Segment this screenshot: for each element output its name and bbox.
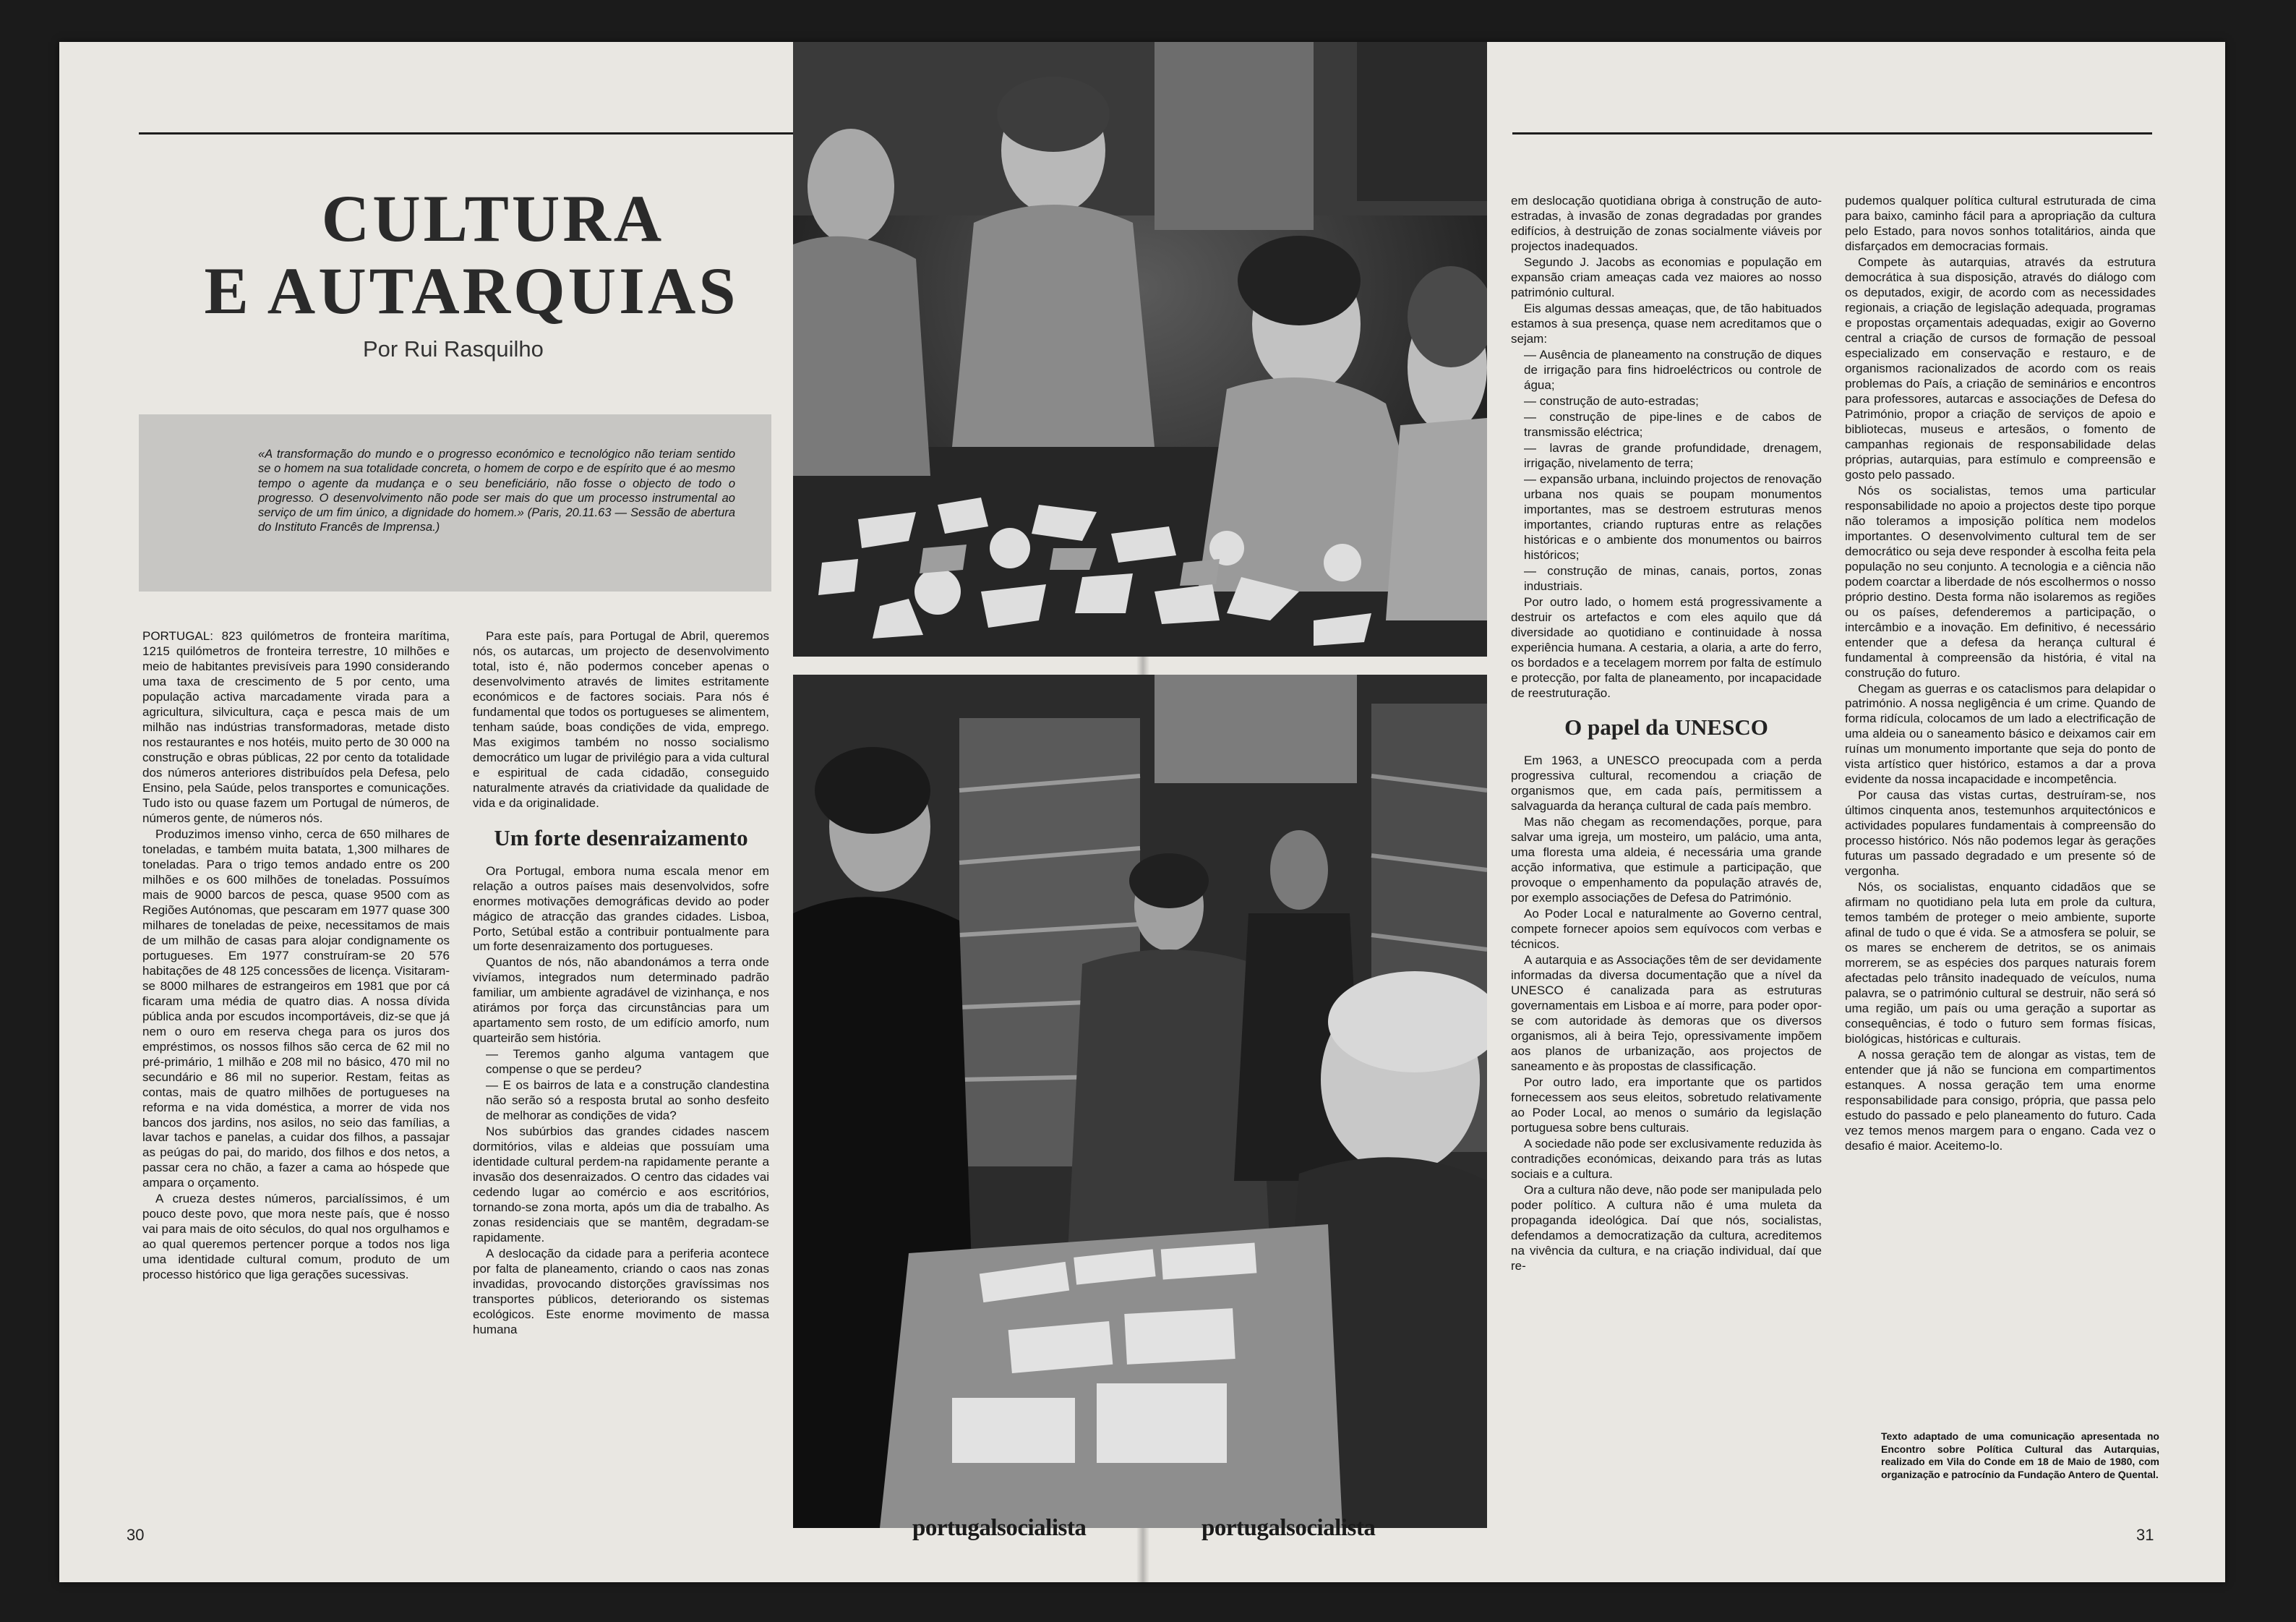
children-puzzle-image xyxy=(793,42,1487,657)
paragraph: Mas não chegam as recomendações, porque, para salvar uma igreja, um mosteiro, um palácio, uma anta, uma floresta uma aldeia, é necessária uma grande acção informativa, que estimule a participação, que provoque o empenhamento da população através de, por exemplo associações de Defesa do Património. xyxy=(1511,815,1822,905)
bookshop-photo xyxy=(793,675,1487,1528)
byline: Por Rui Rasquilho xyxy=(363,336,544,362)
paragraph: Por outro lado, o homem está progressivamente a destruir os artefactos e com eles aquilo que dá diversidade ao quotidiano e continuidade à nossa experiência humana. A cestaria, a olaria, a arte do ferro, os bordados e a tecelagem morrem por falta de estímulo e protecção, por falta de planeamento, por incapacidade de reestruturação. xyxy=(1511,594,1822,700)
paragraph: Quantos de nós, não abandonámos a terra onde vivíamos, integrados num determinado padrão familiar, um ambiente agradável de vizinhança, e nos atirámos por força das circunstâncias para um apartamento sem rosto, de um edifício amorfo, num quarteirão sem história. xyxy=(473,955,769,1046)
paragraph: A autarquia e as Associações têm de ser devidamente informadas da diversa documentação que a nível da UNESCO é canalizada para as estruturas governamentais em Lisboa e aí morre, para poder opor-se com autoridade às demoras que os diversos organismos, ali à beira Tejo, opressivamente impõem aos planos de urbanização, aos projectos de saneamento e às propostas de classificação. xyxy=(1511,953,1822,1073)
column-4 xyxy=(1845,194,2156,1423)
paragraph: Chegam as guerras e os cataclismos para delapidar o património. A nossa negligência é um crime. Quando de forma ridícula, colocamos de um lado a electrificação de uma aldeia ou o saneamento básico e deixamos cair em ruínas um monumento importante que seja do ponto de vista artístico quer histórico, estamos a dar a prova evidente da nossa incapacidade e incompetência. xyxy=(1845,681,2156,787)
magazine-logo-right: portugalsocialista xyxy=(1201,1515,1376,1541)
top-rule-right xyxy=(1512,132,2152,135)
top-rule-left xyxy=(139,132,851,135)
paragraph: A crueza destes números, parcialíssimos, é um pouco deste povo, que mora neste país, que é nosso vai para mais de oito séculos, do qual nos orgulhamos e ao qual queremos pertencer porque a todos nos liga uma identidade cultural comum, produto de um processo histórico que liga gerações sucessivas. xyxy=(142,1192,450,1282)
children-puzzle-photo xyxy=(793,42,1487,657)
paragraph: Para este país, para Portugal de Abril, queremos nós, os autarcas, um projecto de desenvolvimento total, isto é, não podermos conceber apenas o desenvolvimento através de limites estritamente económicos e de factores sociais. Para nós é fundamental que todos os portugueses se alimentem, tenham saúde, boas condições de vida, emprego. Mas exigimos também no nosso socialismo democrático um lugar de privilégio para a vida cultural e espiritual de cada cidadão, conseguido naturalmente através da criatividade da qualidade de vida e da originalidade. xyxy=(473,629,769,810)
article-credit: Texto adaptado de uma comunicação apresentada no Encontro sobre Política Cultural das Autarquias, realizado em Vila do Conde em 18 de Maio de 1980, com organização e patrocínio da Fundação Antero de Quental. xyxy=(1881,1430,2159,1480)
paragraph: pudemos qualquer política cultural estruturada de cima para baixo, caminho fácil para a apropriação da cultura pelo Estado, para novos sonhos totalitários, ainda que disfarçados em democracias formais. xyxy=(1845,194,2156,253)
column-2 xyxy=(473,629,769,1519)
column-1 xyxy=(142,629,450,1472)
paragraph: A deslocação da cidade para a periferia acontece por falta de planeamento, criando o caos nas zonas invadidas, provocando distorções gravíssimas nos transportes públicos, deteriorando os sistemas ecológicos. Este enorme movimento de massa humana xyxy=(473,1247,769,1337)
paragraph: — expansão urbana, incluindo projectos de renovação urbana nos quais se poupam monumentos importantes, mas se destroem estruturas menos importantes, criando rupturas entre as relações históricas e o ambiente dos monumentos ou bairros históricos; xyxy=(1524,471,1822,562)
paragraph: — construção de minas, canais, portos, zonas industriais. xyxy=(1524,563,1822,593)
paragraph: Segundo J. Jacobs as economias e população em expansão criam ameaças cada vez maiores ao nosso património cultural. xyxy=(1511,255,1822,299)
page-number-left: 30 xyxy=(127,1526,145,1544)
paragraph: Ora Portugal, embora numa escala menor em relação a outros países mais desenvolvidos, sofre enormes motivações demográficas devido ao poder mágico de atracção das grandes cidades. Lisboa, Porto, Setúbal estão a contribuir pontualmente para um forte desenraizamento dos portugueses. xyxy=(473,863,769,954)
paragraph: — lavras de grande profundidade, drenagem, irrigação, nivelamento de terra; xyxy=(1524,440,1822,470)
paragraph: Nós, os socialistas, enquanto cidadãos que se afirmam no quotidiano pela luta em prole da cultura, temos também de proteger o meio ambiente, suporte afinal de tudo o que é vida. Se a atmosfera se poluir, se os mares se encherem de detritos, se os animais morrerem, se as espécies dos parques naturais forem afectadas pelo trânsito inadequado de veículos, numa palavra, se o património cultural se destruir, não será só uma região, um país ou uma geração a suportar as consequências, é todo o futuro sem formas físicas, biológicas, históricas e culturais. xyxy=(1845,880,2156,1046)
paragraph: Compete às autarquias, através da estrutura democrática à sua disposição, através do diálogo com os deputados, exigir, de acordo com as necessidades regionais, a criação de legislação adequada, programas e propostas orçamentais adequadas, exigir ao Governo central a criação de cursos de formação de pessoal especializado em conservação e restauro, e de organismos racionalizados de acordo com os reais problemas do País, a criação de seminários e encontros para professores, autarcas e associações de Defesa do Património, propor a criação de serviços de apoio e bibliotecas, museus e artesãos, o fomento de campanhas regionais de responsabilidade delas próprias, autarquias, para estímulo e compreensão e gosto pelo passado. xyxy=(1845,255,2156,482)
magazine-logo-left: portugalsocialista xyxy=(912,1515,1087,1541)
paragraph: Nós os socialistas, temos uma particular responsabilidade no apoio a projectos deste tipo porque não toleramos a imposição política nem modelos importantes. O desenvolvimento cultural tem de ser democrático ou seja deve responder à escolha feita pela população no seu conjunto. A tecnologia e a ciência não podem coarctar a liberdade de nós escolhermos o nosso próprio destino. Desta forma não isolaremos as regiões ou os países, defenderemos a participação, o intercâmbio e a inovação. Em definitivo, é necessário entender que a defesa da herança cultural é fundamental à compreensão da história, é vital na construção do futuro. xyxy=(1845,483,2156,680)
paragraph: — construção de pipe-lines e de cabos de transmissão eléctrica; xyxy=(1524,409,1822,439)
paragraph: Por outro lado, era importante que os partidos fornecessem aos seus eleitos, sobretudo relativamente ao Poder Local, ao menos o sumário da legislação portuguesa sobre bens culturais. xyxy=(1511,1075,1822,1135)
paragraph: — Teremos ganho alguma vantagem que compense o que se perdeu? xyxy=(486,1047,769,1077)
paragraph: — construção de auto-estradas; xyxy=(1524,393,1699,408)
paragraph: PORTUGAL: 823 quilómetros de fronteira marítima, 1215 quilómetros de fronteira terrestre, 10 milhões e meio de habitantes previsíveis para 1990 considerando uma taxa de crescimento de 5 por cento, uma população activa marcadamente virada para a agricultura, silvicultura, caça e pesca mais de um milhão nas indústrias transformadoras, metade disto nos restaurantes e nos hotéis, muito perto de 30 000 na construção e obras públicas, 22 por cento da totalidade dos números anteriores distribuídos pela Defesa, pelo Ensino, pela Saúde, pelos transportes e comunicações. Tudo isto ou quase fazem um Portugal de números, de números gente, de números nós. xyxy=(142,629,450,825)
magazine-spread xyxy=(59,42,2225,1582)
paragraph: — E os bairros de lata e a construção clandestina não serão só a resposta brutal ao sonho desfeito de melhorar as condições de vida? xyxy=(486,1078,769,1123)
paragraph: A sociedade não pode ser exclusivamente reduzida às contradições económicas, deixando para trás as lutas sociais e a cultura. xyxy=(1511,1136,1822,1181)
paragraph: em deslocação quotidiana obriga à construção de auto-estradas, à invasão de zonas degradadas por grandes edifícios, à destruição de zonas socialmente viáveis por projectos inadequados. xyxy=(1511,194,1822,253)
paragraph: Produzimos imenso vinho, cerca de 650 milhares de toneladas, e também muita batata, 1,300 milhares de toneladas. Para o trigo temos andado entre os 200 milhões e os 600 milhões de toneladas. Possuímos mais de 9000 barcos de pesca, quase 9500 com as Regiões Autónomas, que pescaram em 1977 quase 300 milhares de toneladas de peixe, necessitamos de mais de um milhão de casas para alojar condignamente os portugueses. Em 1977 construíram-se 20 576 habitações de 48 125 concessões de licença. Visitaram-se 8000 milhares de estrangeiros em 1981 que por cá ficaram uma média de quatro dias. A nossa dívida pública anda por escudos incomportáveis, diz-se que já nem o ouro em reserva chega para os juros dos empréstimos, os nossos filhos são cerca de 62 mil no pré-primário, 1 milhão e 208 mil no básico, 470 mil no secundário e 86 mil no superior. Restam, feitas as contas, mais de quatro milhões de portugueses na reforma e na vida doméstica, a morrer de vida nos bancos dos jardins, nos asilos, no seio das famílias, a lavar tachos e panelas, a cuidar dos filhos, a passajar as peúgas do pai, do marido, dos filhos e dos netos, a passar cera no chão, a fazer a cama ao hóspede que ampara o orçamento. xyxy=(142,827,450,1190)
paragraph: Ao Poder Local e naturalmente ao Governo central, compete fornecer apoios sem equívocos com verbas e técnicos. xyxy=(1511,907,1822,952)
column-3 xyxy=(1511,194,1822,1521)
bookshop-image xyxy=(793,675,1487,1528)
paragraph: Por causa das vistas curtas, destruíram-se, nos últimos cinquenta anos, testemunhos arquitectónicos e actividades populares fundamentais à compreensão do processo histórico. Nós não podemos legar às gerações futuras um passado degradado e um presente só de vergonha. xyxy=(1845,788,2156,879)
paragraph: Ora a cultura não deve, não pode ser manipulada pelo poder político. A cultura não é uma muleta da propaganda ideológica. Daí que nós, socialistas, defendamos a democratização da cultura, acreditemos na vivência da cultura, e na criação individual, daí que re- xyxy=(1511,1182,1822,1273)
paragraph: Em 1963, a UNESCO preocupada com a perda progressiva cultural, recomendou a criação de organismos que, em cada país, permitissem a salvaguarda da herança cultural de cada país membro. xyxy=(1511,754,1822,814)
quote-box xyxy=(139,414,771,592)
page-number-right: 31 xyxy=(2136,1526,2154,1544)
epigraph-quote: «A transformação do mundo e o progresso económico e tecnológico não teriam sentido se o homem na sua totalidade concreta, o homem de corpo e de espírito que é ao mesmo tempo o agente da mudança e o seu beneficiário, não fosse o objecto de todo o progresso. O desenvolvimento não pode ser mais do que um processo instrumental ao serviço de um fim único, a dignidade do homem.» (Paris, 20.11.63 — Sessão de abertura do Instituto Francês de Imprensa.) xyxy=(258,448,735,534)
paragraph: Eis algumas dessas ameaças, que, de tão habituados estamos à sua presença, quase nem acreditamos que o sejam: xyxy=(1511,301,1822,346)
paragraph: Nos subúrbios das grandes cidades nascem dormitórios, vilas e aldeias que possuíam uma identidade cultural perdem-na rapidamente perante a invasão dos desenraizados. O centro das cidades vai cedendo lugar ao comércio e aos escritórios, tornando-se zona morta, após um dia de trabalho. As zonas residenciais que se mantêm, degradam-se rapidamente. xyxy=(473,1124,769,1245)
article-title-line1: CULTURA xyxy=(321,182,665,255)
section-heading: O papel da UNESCO xyxy=(1564,714,1768,740)
article-title-line2: E AUTARQUIAS xyxy=(204,254,739,328)
paragraph: — Ausência de planeamento na construção de diques de irrigação para fins hidroeléctricos ou controle de água; xyxy=(1524,347,1822,392)
section-heading: Um forte desenraizamento xyxy=(494,824,748,850)
paragraph: A nossa geração tem de alongar as vistas, tem de entender que já não se funciona em compartimentos estanques. A nossa geração tem uma enorme responsabilidade para consigo, própria, que passa pelo estudo do passado e pelo planeamento do futuro. Cada vez temos menos margem para o engano. Cada vez o desafio é maior. Aceitemo-lo. xyxy=(1845,1048,2156,1153)
